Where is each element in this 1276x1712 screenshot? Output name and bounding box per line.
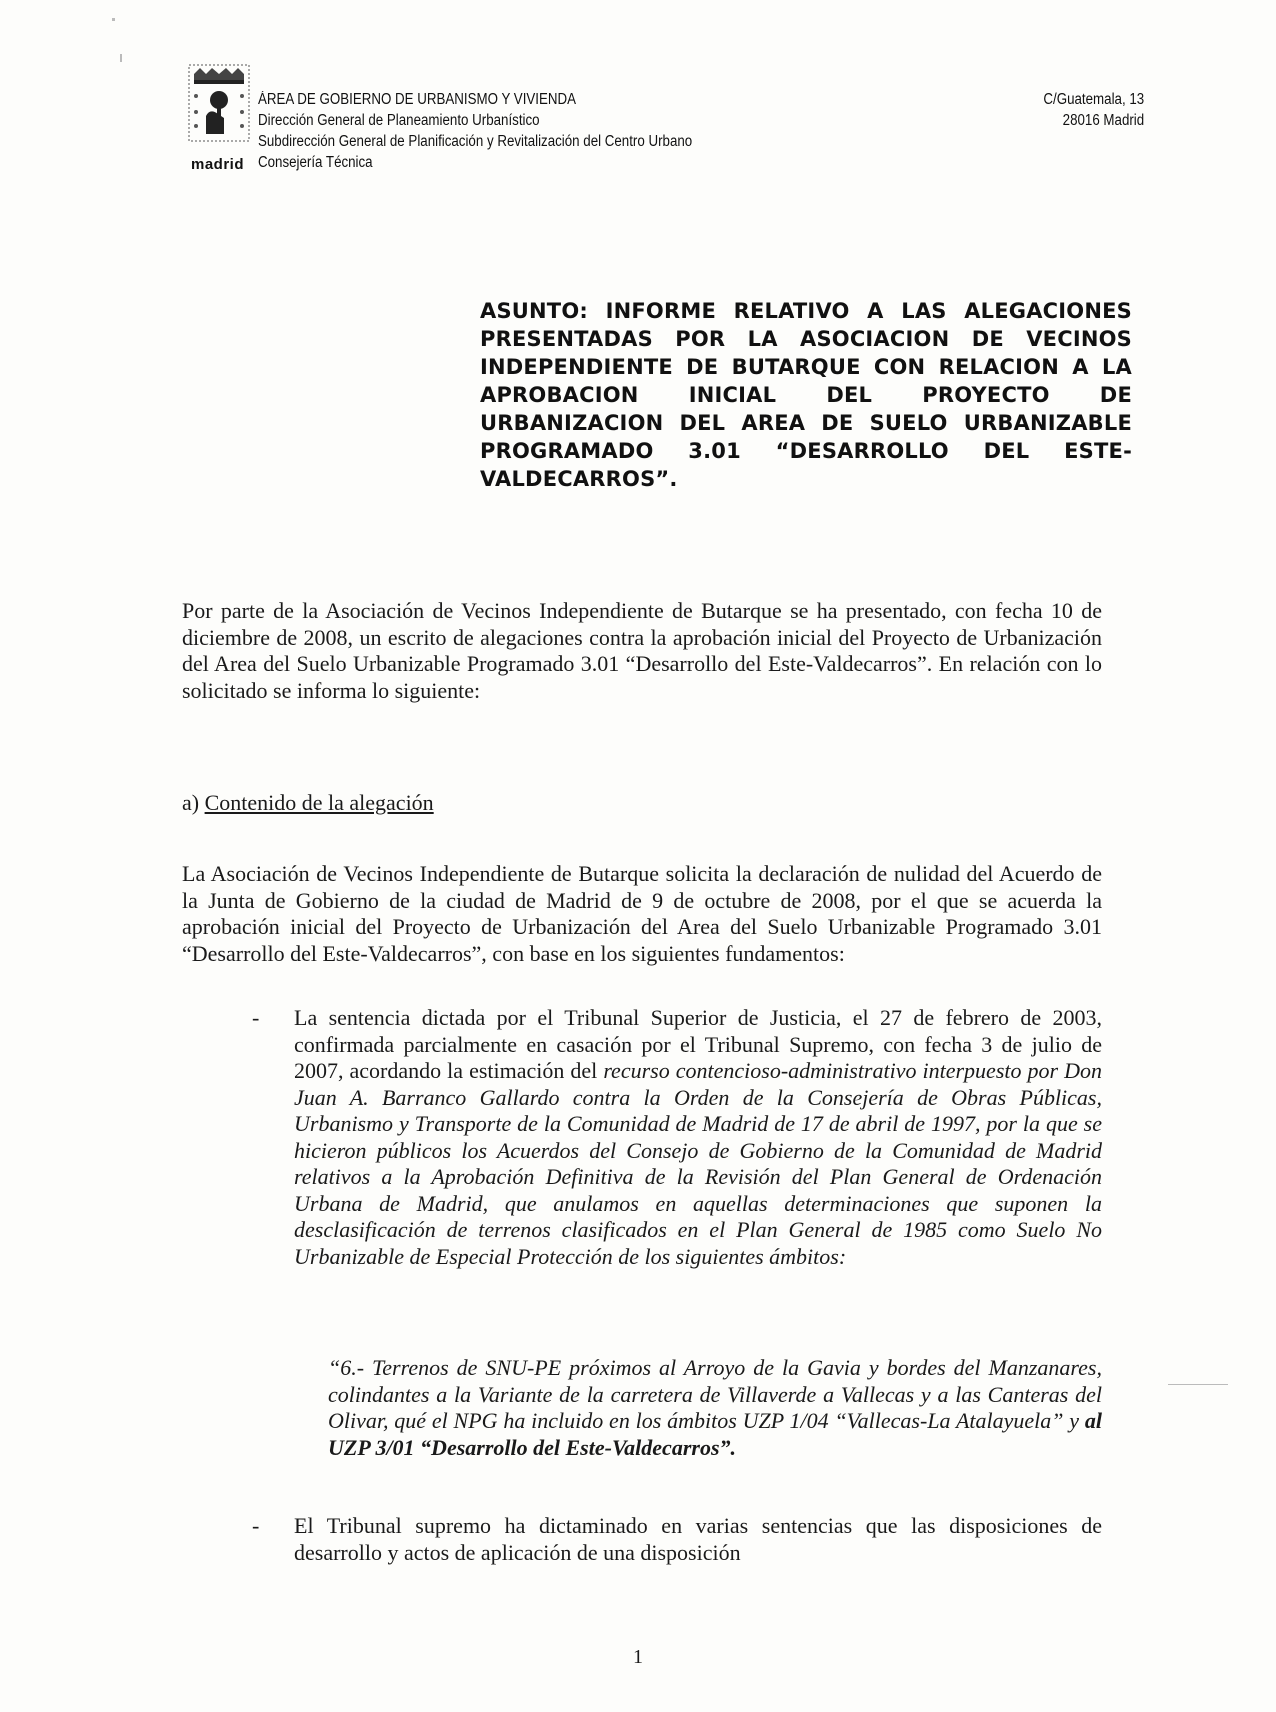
header-line-area: ÁREA DE GOBIERNO DE URBANISMO Y VIVIENDA xyxy=(258,91,577,108)
address-street: C/Guatemala, 13 xyxy=(1043,91,1144,108)
header-line-direccion: Dirección General de Planeamiento Urbanístico xyxy=(258,112,540,129)
madrid-coat-of-arms-logo xyxy=(188,64,250,142)
section-a-prefix: a) xyxy=(182,790,200,815)
bullet-marker-2: - xyxy=(252,1513,260,1538)
bullet-item-1 xyxy=(294,1005,1102,1270)
page-number: 1 xyxy=(633,1646,643,1668)
bullet-1-plain-text: La sentencia dictada por el Tribunal Superior de Justicia, el 27 de febrero de 2003, confirmada parcialmente en casación por el Tribunal Supremo, con fecha 3 de julio de 2007, acordando la estimación del xyxy=(294,1005,1102,1083)
quote-plain-text: “6.- Terrenos de SNU-PE próximos al Arroyo de la Gavia y bordes del Manzanares, colindantes a la Variante de la carretera de Villaverde a Vallecas y a las Canteras del Olivar, qué el NPG ha incluido en los ámbitos UZP 1/04 “Vallecas-La Atalayuela” y xyxy=(328,1355,1102,1433)
section-a-title: Contenido de la alegación xyxy=(204,790,434,815)
bullet-marker-1: - xyxy=(252,1005,260,1030)
header-line-consejeria: Consejería Técnica xyxy=(258,154,373,171)
section-a-paragraph: La Asociación de Vecinos Independiente de Butarque solicita la declaración de nulidad del Acuerdo de la Junta de Gobierno de la ciudad de Madrid de 9 de octubre de 2008, por el que se acuerda la aprobación inicial del Proyecto de Urbanización del Area del Suelo Urbanizable Programado 3.01 “Desarrollo del Este-Valdecarros”, con base en los siguientes fundamentos: xyxy=(182,861,1102,966)
intro-paragraph: Por parte de la Asociación de Vecinos Independiente de Butarque se ha presentado, con fecha 10 de diciembre de 2008, un escrito de alegaciones contra la aprobación inicial del Proyecto de Urbanización del Area del Suelo Urbanizable Programado 3.01 “Desarrollo del Este-Valdecarros”. En relación con lo solicitado se informa lo siguiente: xyxy=(182,598,1102,703)
scan-mark xyxy=(120,54,122,62)
office-address xyxy=(1043,89,1144,131)
section-a-heading xyxy=(182,790,434,816)
court-ruling-quote xyxy=(328,1355,1102,1461)
header-line-subdireccion: Subdirección General de Planificación y Revitalización del Centro Urbano xyxy=(258,133,693,150)
address-city: 28016 Madrid xyxy=(1062,112,1144,129)
bullet-1-italic-text: recurso contencioso-administrativo interpuesto por Don Juan A. Barranco Gallardo contra la Orden de la Consejería de Obras Públicas, Urbanismo y Transporte de la Comunidad de Madrid de 17 de abril de 1997, por la que se hicieron públicos los Acuerdos del Consejo de Gobierno de la Comunidad de Madrid relativos a la Aprobación Definitiva de la Revisión del Plan General de Ordenación Urbana de Madrid, que anulamos en aquellas determinaciones que suponen la desclasificación de terrenos clasificados en el Plan General de 1985 como Suelo No Urbanizable de Especial Protección de los siguientes ámbitos: xyxy=(294,1058,1102,1269)
scan-mark xyxy=(112,18,115,21)
quote-bold-text: al UZP 3/01 “Desarrollo del Este-Valdecarros”. xyxy=(328,1408,1102,1460)
scan-mark xyxy=(1168,1384,1228,1385)
subject-heading: ASUNTO: INFORME RELATIVO A LAS ALEGACIONES PRESENTADAS POR LA ASOCIACION DE VECINOS INDEPENDIENTE DE BUTARQUE CON RELACION A LA APROBACION INICIAL DEL PROYECTO DE URBANIZACION DEL AREA DE SUELO URBANIZABLE PROGRAMADO 3.01 “DESARROLLO DEL ESTE-VALDECARROS”. xyxy=(480,299,1132,491)
logo-wordmark: madrid xyxy=(191,156,245,173)
bullet-item-2: El Tribunal supremo ha dictaminado en varias sentencias que las disposiciones de desarrollo y actos de aplicación de una disposición xyxy=(294,1513,1102,1565)
department-header xyxy=(258,89,692,173)
